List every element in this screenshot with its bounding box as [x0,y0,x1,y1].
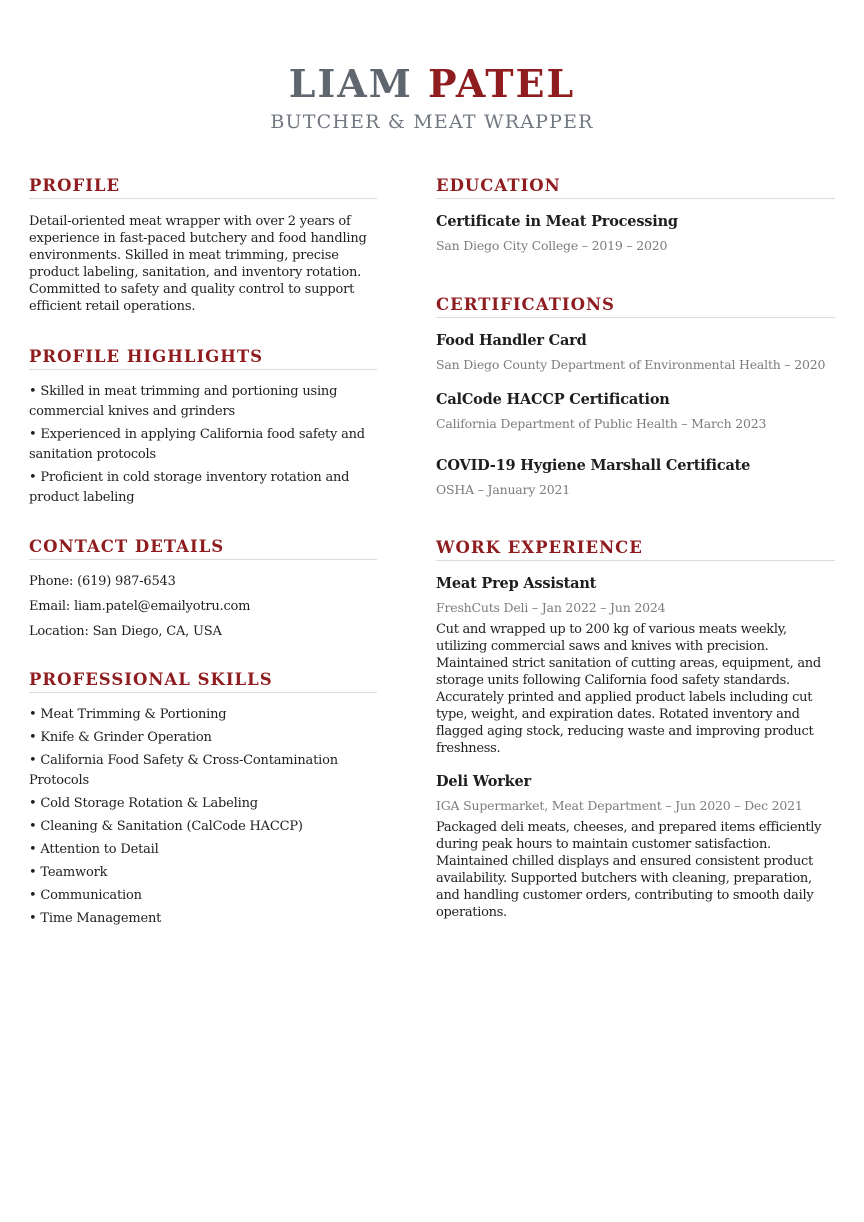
highlights-heading: PROFILE HIGHLIGHTS [29,347,377,370]
candidate-name [0,62,864,106]
left-column [29,176,377,932]
contact-location: Location: San Diego, CA, USA [29,624,222,639]
certification-title: CalCode HACCP Certification [436,391,670,408]
education-title: Certificate in Meat Processing [436,213,678,230]
highlights-list [29,382,377,508]
list-item: • Time Management [29,911,162,926]
job-entry-title: Meat Prep Assistant [436,575,597,592]
profile-text: Detail-oriented meat wrapper with over 2 years of experience in fast-paced butchery and food handling environments. Skilled in meat trimming, precise product labeling, sanitation, and inventory rotation. Committed to safety and quality control to support efficient retail operations. [29,214,367,314]
contact-phone: Phone: (619) 987-6543 [29,574,176,589]
contact-heading: CONTACT DETAILS [29,537,377,560]
experience-section [436,538,835,921]
skills-heading: PROFESSIONAL SKILLS [29,670,377,693]
first-name: LIAM [288,61,413,106]
profile-heading: PROFILE [29,176,377,199]
list-item: • Knife & Grinder Operation [29,730,212,745]
list-item: • California Food Safety & Cross-Contamination Protocols [29,753,338,788]
list-item: • Proficient in cold storage inventory rotation and product labeling [29,470,350,505]
skills-section [29,670,377,929]
job-entry-description: Packaged deli meats, cheeses, and prepared items efficiently during peak hours to maintain customer satisfaction. Maintained chilled displays and ensured consistent product availability. Supported butchers with cleaning, preparation, and handling customer orders, contributing to smooth daily operations. [436,820,822,920]
skills-list [29,705,377,929]
list-item: • Skilled in meat trimming and portioning using commercial knives and grinders [29,384,338,419]
certification-title: Food Handler Card [436,332,587,349]
education-subtitle: San Diego City College – 2019 – 2020 [436,238,668,253]
resume-header [0,62,864,134]
job-title: BUTCHER & MEAT WRAPPER [270,111,594,133]
job-entry-subtitle: IGA Supermarket, Meat Department – Jun 2020 – Dec 2021 [436,798,803,813]
list-item: • Teamwork [29,865,108,880]
experience-heading: WORK EXPERIENCE [436,538,835,561]
profile-section [29,176,377,315]
job-entry-title: Deli Worker [436,773,531,790]
contact-list [29,572,377,642]
education-section [436,176,835,255]
certification-subtitle: California Department of Public Health – March 2023 [436,416,767,431]
education-heading: EDUCATION [436,176,835,199]
list-item: • Experienced in applying California food safety and sanitation protocols [29,427,365,462]
certifications-heading: CERTIFICATIONS [436,295,835,318]
last-name: PATEL [428,61,576,106]
job-entry-subtitle: FreshCuts Deli – Jan 2022 – Jun 2024 [436,600,666,615]
contact-section [29,537,377,642]
certification-subtitle: OSHA – January 2021 [436,482,570,497]
contact-email: Email: liam.patel@emailyotru.com [29,599,251,614]
certification-title: COVID-19 Hygiene Marshall Certificate [436,457,751,474]
certification-subtitle: San Diego County Department of Environmental Health – 2020 [436,357,826,372]
certifications-section [436,295,835,499]
list-item: • Attention to Detail [29,842,159,857]
list-item: • Communication [29,888,142,903]
list-item: • Meat Trimming & Portioning [29,707,227,722]
highlights-section [29,347,377,508]
list-item: • Cleaning & Sanitation (CalCode HACCP) [29,819,303,834]
list-item: • Cold Storage Rotation & Labeling [29,796,258,811]
right-column [436,176,835,921]
job-entry-description: Cut and wrapped up to 200 kg of various meats weekly, utilizing commercial saws and knives with precision. Maintained strict sanitation of cutting areas, equipment, and storage units following California food safety standards. Accurately printed and applied product labels including cut type, weight, and expiration dates. Rotated inventory and flagged aging stock, reducing waste and improving product freshness. [436,622,821,756]
